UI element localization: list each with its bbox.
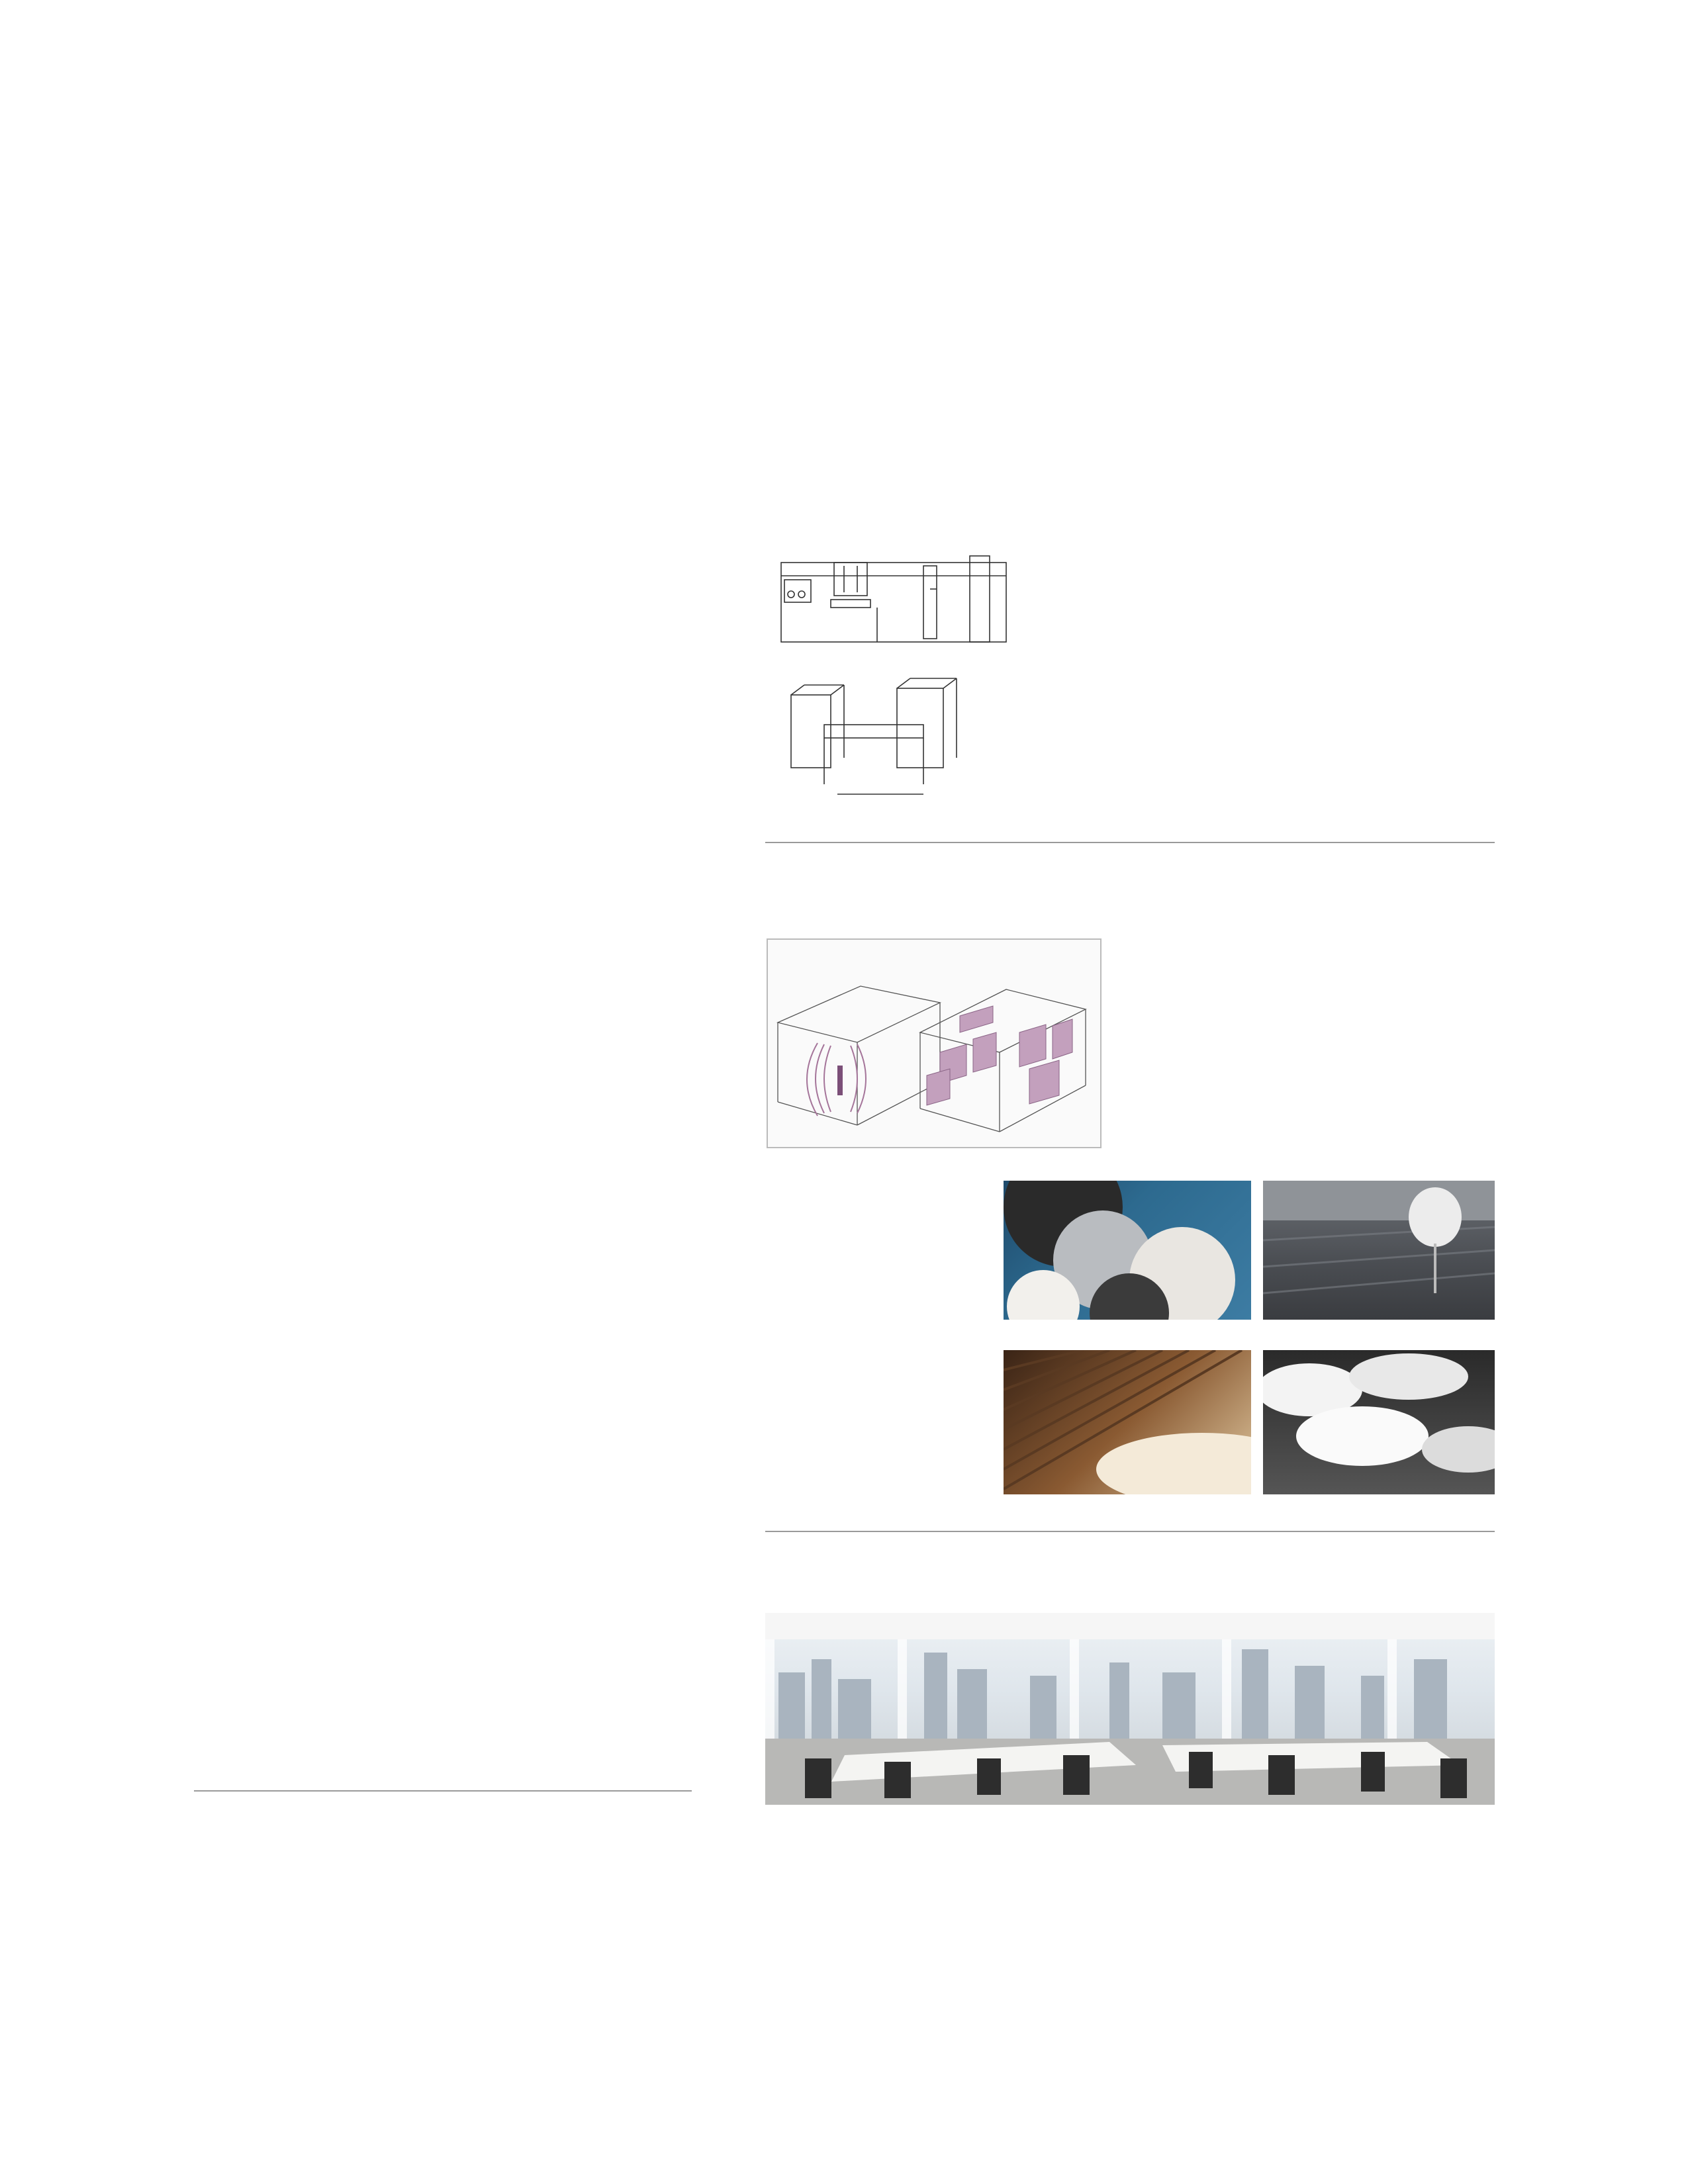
divider-acoustic [765, 842, 1495, 843]
timber-ceiling-photo [1004, 1350, 1251, 1494]
well-standard-logo [278, 371, 649, 510]
soft-carpet-photo-art [1263, 1181, 1495, 1320]
office-city-view-photo [765, 1613, 1495, 1805]
acoustic-panels-photo [1004, 1181, 1251, 1320]
office-city-view-photo-art [765, 1613, 1495, 1805]
acoustic-diagram-drawing [768, 966, 1099, 1145]
furniture-sketches [771, 536, 1023, 801]
timber-ceiling-photo-art [1004, 1350, 1251, 1494]
ceiling-discs-photo [1263, 1350, 1495, 1494]
soft-carpet-photo [1263, 1181, 1495, 1320]
acoustic-panels-photo-art [1004, 1181, 1251, 1320]
maslow-pyramid [1019, 563, 1496, 801]
divider-biophilic [765, 1531, 1495, 1532]
left-divider [194, 1790, 692, 1792]
ceiling-discs-photo-art [1263, 1350, 1495, 1494]
acoustic-diagram [767, 938, 1102, 1148]
